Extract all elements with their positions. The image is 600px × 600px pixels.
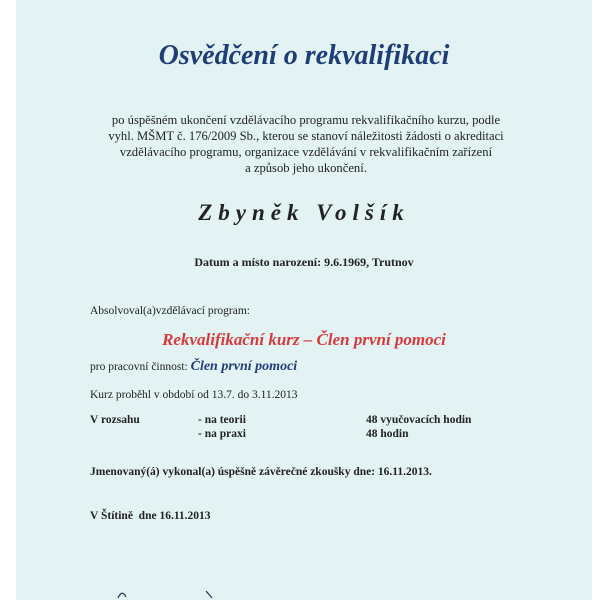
holder-name: Zbyněk Volšík	[198, 200, 410, 225]
signature-mark	[116, 585, 236, 600]
intro-line: vzdělávacího programu, organizace vzdělávání v rekvalifikačním zařízení	[119, 145, 493, 159]
scope-type-practice: - na praxi	[198, 428, 246, 440]
scope-hours-theory: 48 vyučovacích hodin	[366, 414, 472, 426]
certificate-title: Osvědčení o rekvalifikaci	[158, 40, 450, 71]
intro-text	[86, 112, 526, 176]
intro-line: a způsob jeho ukončení.	[245, 161, 367, 175]
birth-info: Datum a místo narození: 9.6.1969, Trutnov	[194, 255, 414, 269]
course-name: Rekvalifikační kurz – Člen první pomoci	[162, 330, 446, 349]
intro-line: vyhl. MŠMT č. 176/2009 Sb., kterou se stanoví náležitosti žádosti o akreditaci	[108, 129, 504, 143]
course-period: Kurz proběhl v období od 13.7. do 3.11.2013	[90, 389, 298, 401]
activity-label: pro pracovní činnost:	[90, 361, 188, 373]
certificate-page	[16, 0, 592, 600]
scope-hours-practice: 48 hodin	[366, 428, 409, 440]
activity-value: Člen první pomoci	[190, 359, 298, 374]
intro-line: po úspěšném ukončení vzdělávacího programu rekvalifikačního kurzu, podle	[111, 113, 501, 127]
scope-label: V rozsahu	[90, 414, 140, 426]
place-date: V Štítině dne 16.11.2013	[90, 510, 211, 522]
absolved-label: Absolvoval(a)vzdělávací program:	[90, 305, 250, 317]
exam-line: Jmenovaný(á) vykonal(a) úspěšně závěrečné zkoušky dne: 16.11.2013.	[90, 466, 432, 478]
scope-type-theory: - na teorii	[198, 414, 246, 426]
activity-row	[90, 359, 297, 375]
